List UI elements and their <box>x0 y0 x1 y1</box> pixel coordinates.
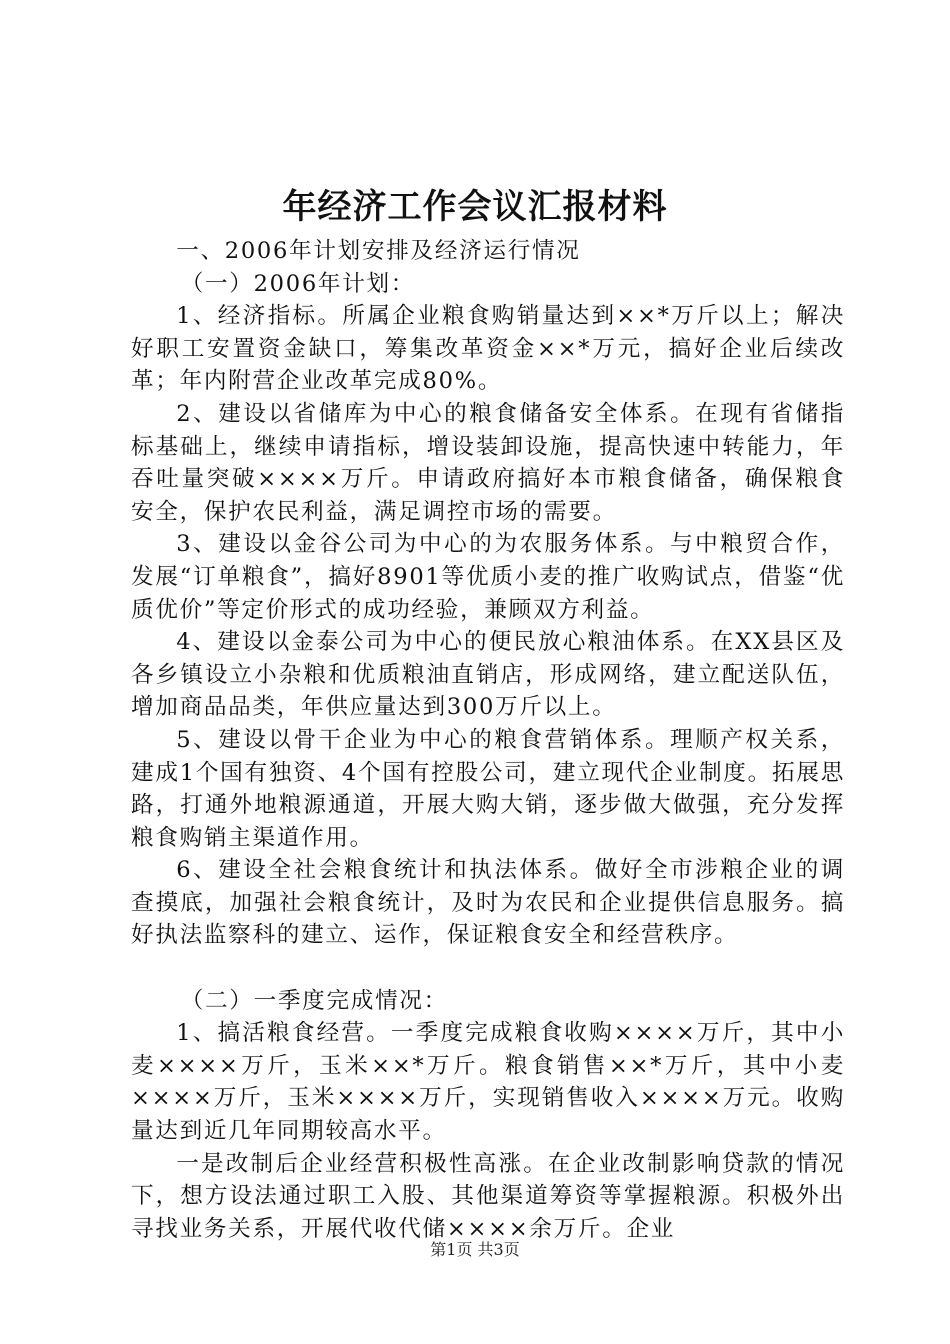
body-paragraph: 4、建设以金泰公司为中心的便民放心粮油体系。在XX县区及各乡镇设立小杂粮和优质粮油直销店，形成网络，建立配送队伍，增加商品品类，年供应量达到300万斤以上。 <box>131 629 845 721</box>
body-paragraph: 5、建设以骨干企业为中心的粮食营销体系。理顺产权关系，建成1个国有独资、4个国有控股公司，建立现代企业制度。拓展思路，打通外地粮源通道，开展大购大销，逐步做大做强，充分发挥粮食购销主渠道作用。 <box>131 726 845 851</box>
document-title: 年经济工作会议汇报材料 <box>282 187 668 227</box>
body-paragraph: 1、经济指标。所属企业粮食购销量达到××*万斤以上；解决好职工安置资金缺口，筹集改革资金××*万元，搞好企业后续改革；年内附营企业改革完成80%。 <box>131 303 845 395</box>
subsection-heading: （二）一季度完成情况： <box>180 987 448 1014</box>
body-paragraph: 一是改制后企业经营积极性高涨。在企业改制影响贷款的情况下，想方设法通过职工入股、其他渠道筹资等掌握粮源。积极外出寻找业务关系，开展代收代储××××余万斤。企业 <box>131 1150 845 1242</box>
subsection-heading: （一）2006年计划： <box>180 270 416 297</box>
paragraph-spacer <box>131 952 845 985</box>
section-heading: 一、2006年计划安排及经济运行情况 <box>176 238 581 264</box>
page-footer: 第1页 共3页 <box>430 1240 520 1259</box>
document-body <box>131 235 845 1245</box>
body-paragraph: 1、搞活粮食经营。一季度完成粮食收购××××万斤，其中小麦××××万斤，玉米××*万斤。粮食销售××*万斤，其中小麦××××万斤，玉米××××万斤，实现销售收入××××万元。收购量达到近几年同期较高水平。 <box>131 1020 845 1145</box>
body-paragraph: 6、建设全社会粮食统计和执法体系。做好全市涉粮企业的调查摸底，加强社会粮食统计，及时为农民和企业提供信息服务。搞好执法监察科的建立、运作，保证粮食安全和经营秩序。 <box>131 857 845 949</box>
body-paragraph: 3、建设以金谷公司为中心的为农服务体系。与中粮贸合作，发展“订单粮食”，搞好8901等优质小麦的推广收购试点，借鉴“优质优价”等定价形式的成功经验，兼顾双方利益。 <box>131 531 845 623</box>
body-paragraph: 2、建设以省储库为中心的粮食储备安全体系。在现有省储指标基础上，继续申请指标，增设装卸设施，提高快速中转能力，年吞吐量突破××××万斤。申请政府搞好本市粮食储备，确保粮食安全，保护农民利益，满足调控市场的需要。 <box>131 400 845 525</box>
